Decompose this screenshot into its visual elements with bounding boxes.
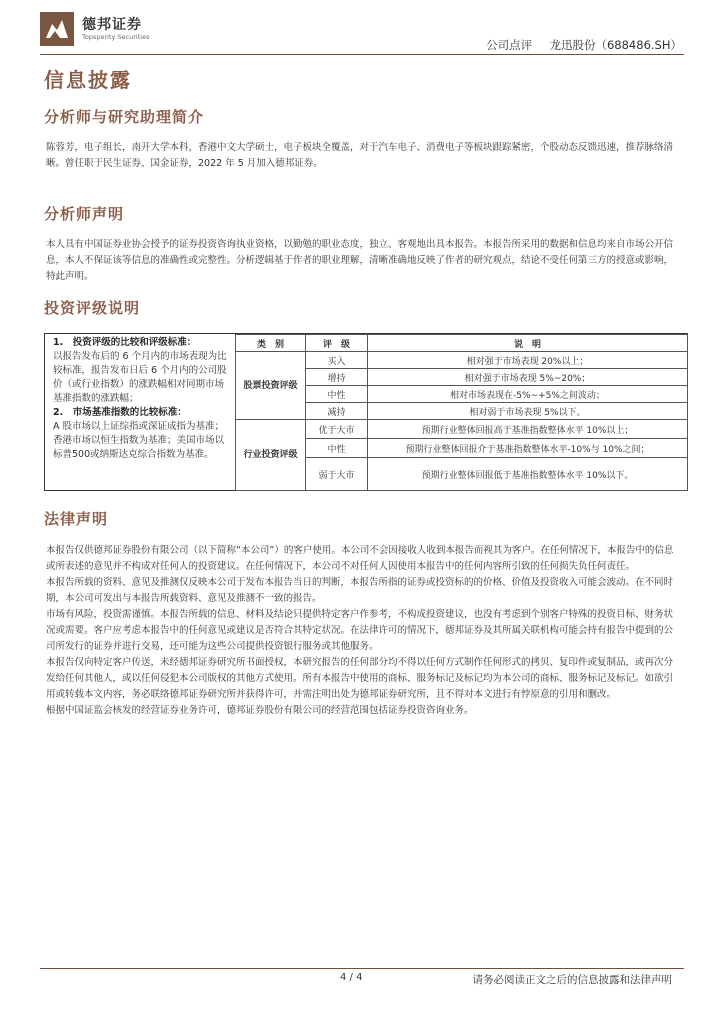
stock-grade: 增持 bbox=[306, 369, 368, 386]
criteria-text-2: A 股市场以上证综指或深证成指为基准；香港市场以恒生指数为基准；美国市场以标普500或纳斯达克综合指数为基准。 bbox=[53, 421, 225, 460]
logo-en-text: Topsperity Securities bbox=[82, 33, 150, 41]
legal-paragraph: 市场有风险，投资需谨慎。本报告所载的信息、材料及结论只提供特定客户作参考，不构成投资建议，也没有考虑到个别客户特殊的投资目标、财务状况或需要。客户应考虑本报告中的任何意见或建议是否符合其特定状况。在法律许可的情况下，德邦证券及其所属关联机构可能会持有报告中提到的公司所发行的证券并进行交易，还可能为这些公司提供投资银行服务或其他服务。 bbox=[46, 609, 674, 652]
header-divider bbox=[40, 54, 684, 55]
footer-divider bbox=[40, 968, 684, 969]
stock-category: 股票投资评级 bbox=[236, 352, 306, 420]
header-description: 说 明 bbox=[368, 335, 688, 352]
company-logo bbox=[40, 12, 190, 46]
stock-desc: 相对强于市场表现 20%以上； bbox=[368, 352, 688, 369]
header-grade: 评 级 bbox=[306, 335, 368, 352]
table-header-row bbox=[236, 335, 688, 352]
analyst-intro-text: 陈蓉芳，电子组长，南开大学本科，香港中文大学硕士，电子板块全覆盖，对于汽车电子、消费电子等板块跟踪紧密，个股动态反馈迅速，推荐脉络清晰。曾任职于民生证券、国金证券，2022 年 5 月加入德邦证券。 bbox=[46, 142, 674, 169]
header-category: 类 别 bbox=[236, 335, 306, 352]
rating-criteria bbox=[53, 336, 233, 462]
criteria-heading-2: 2. 市场基准指数的比较标准： bbox=[53, 407, 187, 418]
stock-desc: 相对市场表现在-5%~+5%之间波动； bbox=[368, 386, 688, 403]
table-row bbox=[236, 352, 688, 369]
legal-paragraph: 本报告仅供德邦证券股份有限公司（以下简称“本公司”）的客户使用。本公司不会因接收人收到本报告而视其为客户。在任何情况下，本报告中的信息或所表述的意见并不构成对任何人的投资建议。在任何情况下，本公司不对任何人因使用本报告中的任何内容所引致的任何损失负任何责任。 bbox=[46, 545, 674, 572]
stock-desc: 相对强于市场表现 5%~20%； bbox=[368, 369, 688, 386]
legal-paragraph: 本报告仅向特定客户传送，未经德邦证券研究所书面授权，本研究报告的任何部分均不得以任何方式制作任何形式的拷贝、复印件或复制品，或再次分发给任何其他人，或以任何侵犯本公司版权的其他方式使用。所有本报告中使用的商标、服务标记及标记均为本公司的商标、服务标记及标记。如欲引用或转载本文内容，务必联络德邦证券研究所并获得许可，并需注明出处为德邦证券研究所，且不得对本文进行有悖原意的引用和删改。 bbox=[46, 657, 674, 700]
report-type: 公司点评 bbox=[486, 38, 533, 52]
rating-title: 投资评级说明 bbox=[44, 299, 141, 317]
footer-note: 请务必阅读正文之后的信息披露和法律声明 bbox=[472, 974, 672, 986]
logo-mark-icon bbox=[40, 12, 74, 46]
legal-text bbox=[46, 543, 678, 719]
report-header bbox=[486, 37, 682, 53]
industry-grade: 弱于大市 bbox=[306, 458, 368, 491]
industry-desc: 预期行业整体回报高于基准指数整体水平 10%以上； bbox=[368, 420, 688, 439]
analyst-intro-title: 分析师与研究助理简介 bbox=[44, 108, 205, 126]
logo-cn-text: 德邦证券 bbox=[82, 17, 142, 33]
criteria-text-1: 以报告发布后的 6 个月内的市场表现为比较标准，报告发布日后 6 个月内的公司股价（或行业指数）的涨跌幅相对同期市场基准指数的涨跌幅； bbox=[53, 351, 227, 404]
industry-grade: 中性 bbox=[306, 439, 368, 458]
company-name: 龙迅股份（688486.SH） bbox=[549, 38, 682, 52]
industry-category: 行业投资评级 bbox=[236, 420, 306, 491]
legal-title: 法律声明 bbox=[44, 510, 109, 528]
page-title: 信息披露 bbox=[44, 68, 132, 92]
table-row bbox=[236, 420, 688, 439]
legal-paragraph: 根据中国证监会核发的经营证券业务许可，德邦证券股份有限公司的经营范围包括证券投资咨询业务。 bbox=[46, 705, 474, 716]
stock-grade: 买入 bbox=[306, 352, 368, 369]
page-number: 4 / 4 bbox=[340, 972, 363, 983]
criteria-heading-1: 1. 投资评级的比较和评级标准： bbox=[53, 337, 197, 348]
industry-desc: 预期行业整体回报介于基准指数整体水平-10%与 10%之间； bbox=[368, 439, 688, 458]
industry-grade: 优于大市 bbox=[306, 420, 368, 439]
industry-desc: 预期行业整体回报低于基准指数整体水平 10%以下。 bbox=[368, 458, 688, 491]
legal-paragraph: 本报告所载的资料、意见及推测仅反映本公司于发布本报告当日的判断，本报告所指的证券或投资标的的价格、价值及投资收入可能会波动。在不同时期，本公司可发出与本报告所载资料、意见及推测不一致的报告。 bbox=[46, 577, 674, 604]
stock-desc: 相对弱于市场表现 5%以下。 bbox=[368, 403, 688, 420]
analyst-statement-title: 分析师声明 bbox=[44, 205, 125, 223]
analyst-statement-text: 本人具有中国证券业协会授予的证券投资咨询执业资格，以勤勉的职业态度，独立、客观地出具本报告。本报告所采用的数据和信息均来自市场公开信息，本人不保证该等信息的准确性或完整性。分析逻辑基于作者的职业理解，清晰准确地反映了作者的研究观点，结论不受任何第三方的授意或影响，特此声明。 bbox=[46, 239, 674, 282]
stock-grade: 中性 bbox=[306, 386, 368, 403]
stock-grade: 减持 bbox=[306, 403, 368, 420]
rating-table bbox=[235, 334, 688, 491]
rating-box bbox=[44, 333, 688, 491]
